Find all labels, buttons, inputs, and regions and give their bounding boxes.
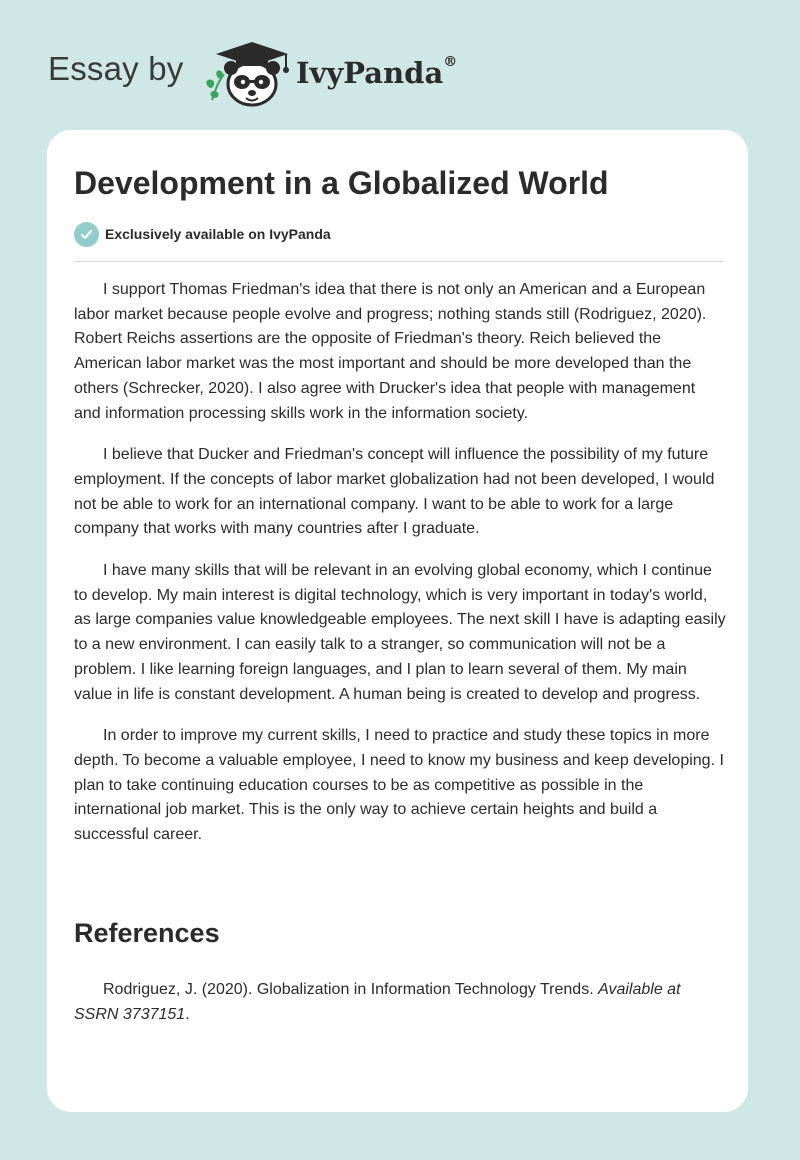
badge-text: Exclusively available on IvyPanda bbox=[105, 226, 331, 242]
reference-end: . bbox=[185, 1005, 190, 1023]
paragraph: I believe that Ducker and Friedman's concept will influence the possibility of my future employment. If the concepts of labor market globalization had not been developed, I would not be able to work for an international company. I want to be able to work for a large company that works with many countries after I graduate. bbox=[74, 446, 715, 538]
paragraph: In order to improve my current skills, I need to practice and study these topics in more depth. To become a valuable employee, I need to know my business and keep developing. I plan to take continuing education courses to be as competitive as possible in the international job market. This is the only way to achieve certain heights and build a successful career. bbox=[74, 727, 724, 844]
brand-logo[interactable] bbox=[296, 56, 457, 90]
exclusive-badge bbox=[74, 221, 331, 247]
panda-graduate-icon[interactable] bbox=[202, 38, 294, 110]
essay-body bbox=[74, 278, 726, 865]
essay-by-label: Essay by bbox=[48, 50, 184, 87]
site-header bbox=[0, 0, 800, 130]
reference-item bbox=[74, 978, 726, 1027]
reference-text: Rodriguez, J. (2020). Globalization in Information Technology Trends. bbox=[103, 981, 599, 998]
brand-name: IvyPanda bbox=[296, 56, 444, 90]
essay-card bbox=[47, 130, 748, 1112]
registered-mark: ® bbox=[443, 54, 458, 70]
paragraph: I support Thomas Friedman's idea that there is not only an American and a European labor market because people evolve and progress; nothing stands still (Rodriguez, 2020). Robert Reichs assertions are the opposite of Friedman's theory. Reich believed the American labor market was the most important and should be more developed than the others (Schrecker, 2020). I also agree with Drucker's idea that people with management and information processing skills work in the information society. bbox=[74, 281, 707, 422]
references-heading: References bbox=[74, 918, 220, 948]
paragraph: I have many skills that will be relevant in an evolving global economy, which I continue to develop. My main interest is digital technology, which is very important in today's world, as large companies value knowledgeable employees. The next skill I have is adapting easily to a new environment. I can easily talk to a stranger, so communication will not be a problem. I like learning foreign languages, and I plan to learn several of them. My main value in life is constant development. A human being is created to develop and progress. bbox=[74, 562, 726, 703]
check-circle-icon bbox=[74, 222, 99, 247]
divider bbox=[74, 261, 723, 262]
reference-source: Available at SSRN 3737151 bbox=[74, 981, 681, 1023]
page-title: Development in a Globalized World bbox=[74, 165, 609, 201]
